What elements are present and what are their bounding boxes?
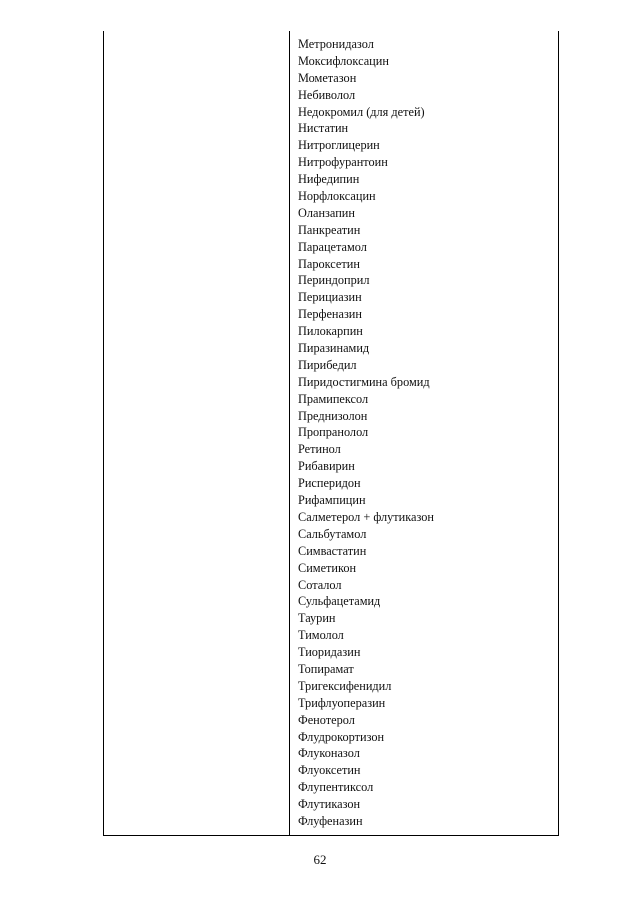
drug-item: Парацетамол — [298, 239, 367, 254]
drug-item: Флупентиксол — [298, 780, 374, 795]
drug-item: Симвастатин — [298, 543, 367, 558]
drug-item: Нитроглицерин — [298, 138, 380, 153]
drug-item: Сульфацетамид — [298, 594, 381, 609]
drug-item: Сальбутамол — [298, 526, 367, 541]
drug-item: Панкреатин — [298, 222, 361, 237]
drug-item: Тимолол — [298, 628, 344, 643]
table-left-column — [104, 31, 289, 835]
page-number: 62 — [313, 852, 327, 867]
drug-item: Небиволол — [298, 87, 356, 102]
drug-item: Прамипексол — [298, 391, 369, 406]
table-right-column — [298, 36, 553, 830]
drug-item: Периндоприл — [298, 273, 370, 288]
drug-item: Флудрокортизон — [298, 729, 385, 744]
drug-item: Метронидазол — [298, 37, 374, 51]
drug-item: Пиридостигмина бромид — [298, 374, 430, 389]
drug-item: Пилокарпин — [298, 324, 363, 339]
drug-item: Преднизолон — [298, 408, 368, 423]
drug-table — [103, 31, 559, 836]
drug-item: Нифедипин — [298, 172, 360, 187]
drug-item: Трифлуоперазин — [298, 695, 386, 710]
drug-item: Нистатин — [298, 121, 349, 136]
drug-item: Тригексифенидил — [298, 678, 392, 693]
drug-item: Пропранолол — [298, 425, 369, 440]
drug-item: Рисперидон — [298, 476, 361, 491]
drug-item: Флутиказон — [298, 797, 361, 812]
drug-item: Соталол — [298, 577, 342, 592]
drug-item: Пирибедил — [298, 357, 357, 372]
drug-list — [298, 36, 553, 830]
drug-item: Недокромил (для детей) — [298, 104, 425, 119]
drug-item: Таурин — [298, 611, 336, 626]
column-divider — [289, 31, 290, 835]
drug-item: Топирамат — [298, 661, 354, 676]
drug-item: Пиразинамид — [298, 341, 370, 356]
drug-item: Перфеназин — [298, 307, 362, 322]
drug-item: Перициазин — [298, 290, 362, 305]
drug-item: Рибавирин — [298, 459, 355, 474]
drug-item: Флуконазол — [298, 746, 360, 761]
drug-item: Оланзапин — [298, 205, 355, 220]
drug-item: Симетикон — [298, 560, 357, 575]
drug-item: Флуфеназин — [298, 813, 363, 828]
drug-item: Моксифлоксацин — [298, 53, 389, 68]
drug-item: Фенотерол — [298, 712, 355, 727]
drug-item: Пароксетин — [298, 256, 360, 271]
drug-item: Рифампицин — [298, 493, 366, 508]
drug-item: Тиоридазин — [298, 645, 361, 660]
drug-item: Норфлоксацин — [298, 189, 376, 204]
drug-item: Нитрофурантоин — [298, 155, 388, 170]
drug-item: Флуоксетин — [298, 763, 361, 778]
drug-item: Ретинол — [298, 442, 341, 457]
drug-item: Салметерол + флутиказон — [298, 509, 434, 524]
drug-item: Мометазон — [298, 70, 357, 85]
